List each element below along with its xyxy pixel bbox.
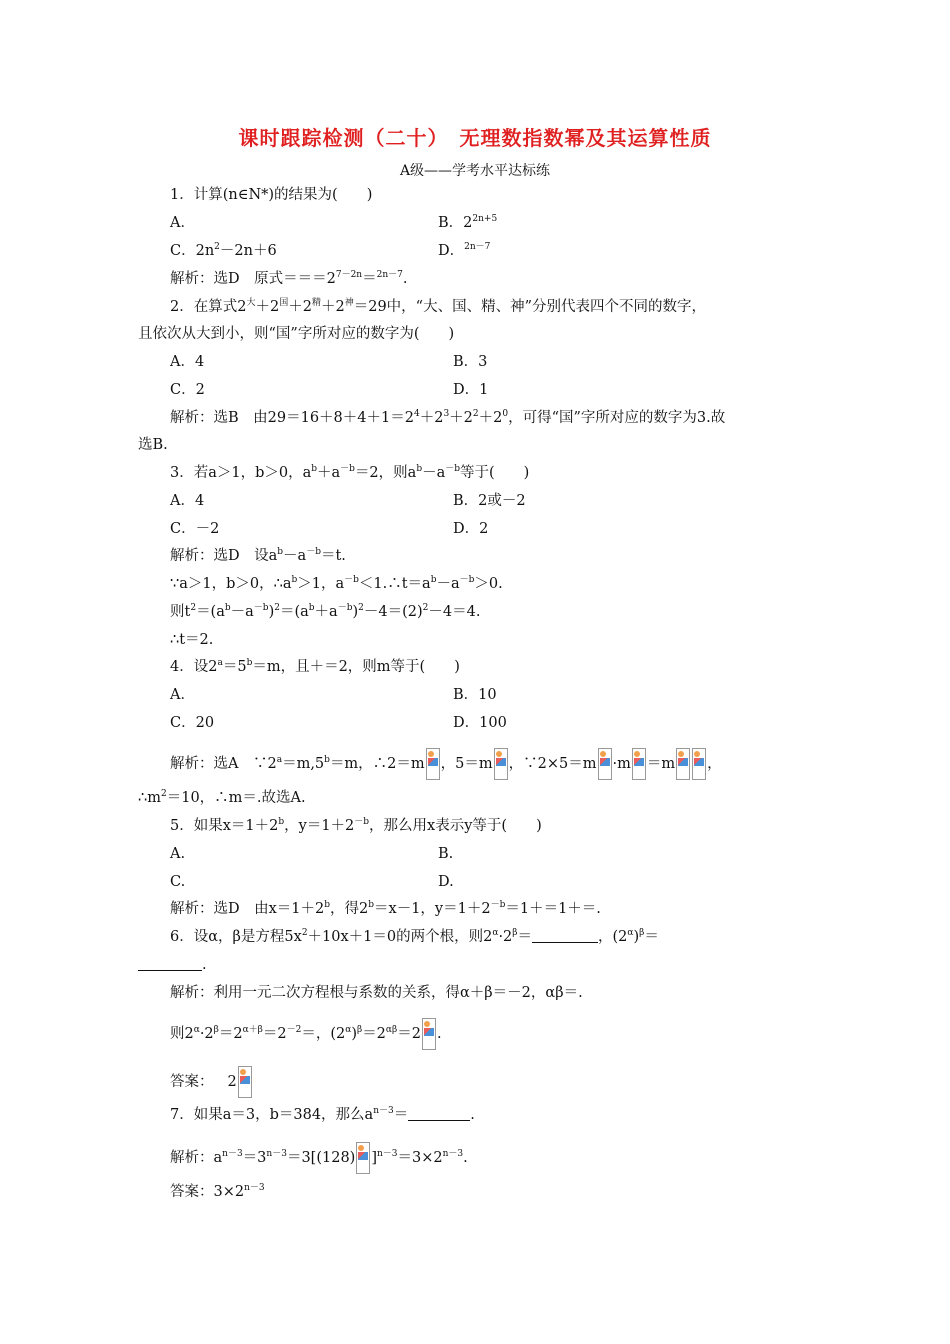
- question-2-cont: 且依次从大到小，则“国”字所对应的数字为( ): [138, 326, 455, 342]
- q4-option-a: A．: [170, 687, 195, 703]
- q5-option-d: D.: [438, 874, 454, 890]
- q2-solution: 解析：选B 由$29=16+8+4+1=2^4+2^3+2^2+2^0$，可得“国”字所对应的数字为3.故: [170, 409, 726, 426]
- q3-option-b: B．2或－2: [453, 493, 526, 509]
- q2-option-a: A．4: [170, 354, 205, 370]
- page-subtitle: A级——学考水平达标练: [399, 163, 551, 179]
- q4-solution-2: $\therefore m^2=10$，∴m＝.故选A.: [138, 789, 306, 806]
- formula-image-icon: [356, 1142, 370, 1174]
- q7-answer: 答案：$3\times 2^{n-3}$: [170, 1183, 265, 1200]
- q5-solution: 解析：选D 由$x=1+2^b$，得$2^b=x-1$，$y=1+2^{-b}=1+=1+=$.: [170, 900, 601, 917]
- q2-solution-cont: 选B.: [138, 437, 168, 453]
- question-6: 6．设α，β是方程$5x^2+10x+1=0$的两个根，则$2^\alpha\cdot 2^\beta=$ ，$(2^\alpha)^\beta=$: [170, 928, 659, 945]
- answer-blank[interactable]: [408, 1106, 470, 1121]
- q4-option-b: B．10: [453, 687, 497, 703]
- q2-option-b: B．3: [453, 354, 488, 370]
- question-1: 1．计算(n∈N*)的结果为( ): [170, 187, 373, 203]
- q3-option-d: D．2: [453, 521, 489, 537]
- formula-image-icon: [238, 1066, 252, 1098]
- q1-option-c: C．$2n^2-2n+6$: [170, 242, 277, 259]
- formula-image-icon: [598, 748, 612, 780]
- q1-option-b: B．$2^{2n+5}$: [438, 214, 498, 231]
- answer-blank[interactable]: [138, 956, 202, 971]
- question-6-cont: .: [138, 955, 207, 975]
- q5-option-a: A.: [170, 846, 186, 862]
- q1-option-a: A．: [170, 215, 195, 231]
- formula-image-icon: [494, 748, 508, 780]
- formula-image-icon: [632, 748, 646, 780]
- formula-image-icon: [692, 748, 706, 780]
- q3-solution-3: 则$t^2=(a^b-a^{-b})^2=(a^b+a^{-b})^2-4=(2)^2-4=4$.: [170, 603, 481, 620]
- question-4: 4．设$2^a=5^b=m$，且＋＝2，则m等于( ): [170, 658, 460, 675]
- q5-option-c: C.: [170, 874, 186, 890]
- q3-solution-4: ∴t＝2.: [170, 632, 214, 648]
- answer-blank[interactable]: [532, 928, 598, 943]
- q3-option-c: C．－2: [170, 521, 220, 537]
- question-7: 7．如果a＝3，b＝384，那么$a^{n-3}=$ .: [170, 1106, 475, 1123]
- q4-solution-1: 解析：选A $\because 2^a=m,5^b=m$，∴2＝m ，5＝m ，∵2×5＝m ·m ＝m ，: [170, 748, 722, 780]
- q7-solution: 解析：$a^{n-3}=3^{n-3}=3[(128)$ ]$^{n-3}=3\times 2^{n-3}$.: [170, 1142, 468, 1174]
- q6-solution-1: 解析：利用一元二次方程根与系数的关系，得α＋β＝－2，αβ＝.: [170, 985, 583, 1001]
- q1-solution: 解析：选D 原式$===2^{7-2n}=^{2n-7}$.: [170, 270, 408, 287]
- formula-image-icon: [676, 748, 690, 780]
- q2-option-d: D．1: [453, 382, 489, 398]
- question-5: 5．如果$x=1+2^b$，$y=1+2^{-b}$，那么用x表示y等于( ): [170, 817, 542, 834]
- q3-solution-2: ∵a＞1，b＞0，$\therefore a^b>1$，$a^{-b}<1.\therefore t=a^b-a^{-b}>0$.: [170, 575, 503, 592]
- q6-answer: 答案： 2: [170, 1066, 253, 1098]
- question-2: 2．在算式$2^大+2^国+2^精+2^神=29$中，“大、国、精、神”分别代表四个不同的数字，: [170, 298, 706, 315]
- q3-option-a: A．4: [170, 493, 205, 509]
- q2-option-c: C．2: [170, 382, 205, 398]
- q5-option-b: B.: [438, 846, 454, 862]
- q1-option-d: D．$^{2n-7}$: [438, 242, 491, 259]
- q6-solution-2: 则$2^\alpha\cdot 2^\beta=2^{\alpha+\beta}=2^{-2}=$，$(2^\alpha)^\beta=2^{\alpha\beta}=2$ .: [170, 1018, 442, 1050]
- formula-image-icon: [426, 748, 440, 780]
- page-title: 课时跟踪检测（二十） 无理数指数幂及其运算性质: [238, 126, 712, 150]
- q4-option-c: C．20: [170, 715, 215, 731]
- question-3: 3．若a＞1，b＞0，$a^b+a^{-b}=2$，则$a^b-a^{-b}$等于( ): [170, 464, 530, 481]
- formula-image-icon: [422, 1018, 436, 1050]
- q4-option-d: D．100: [453, 715, 507, 731]
- q3-solution-1: 解析：选D 设$a^b-a^{-b}=t$.: [170, 547, 346, 564]
